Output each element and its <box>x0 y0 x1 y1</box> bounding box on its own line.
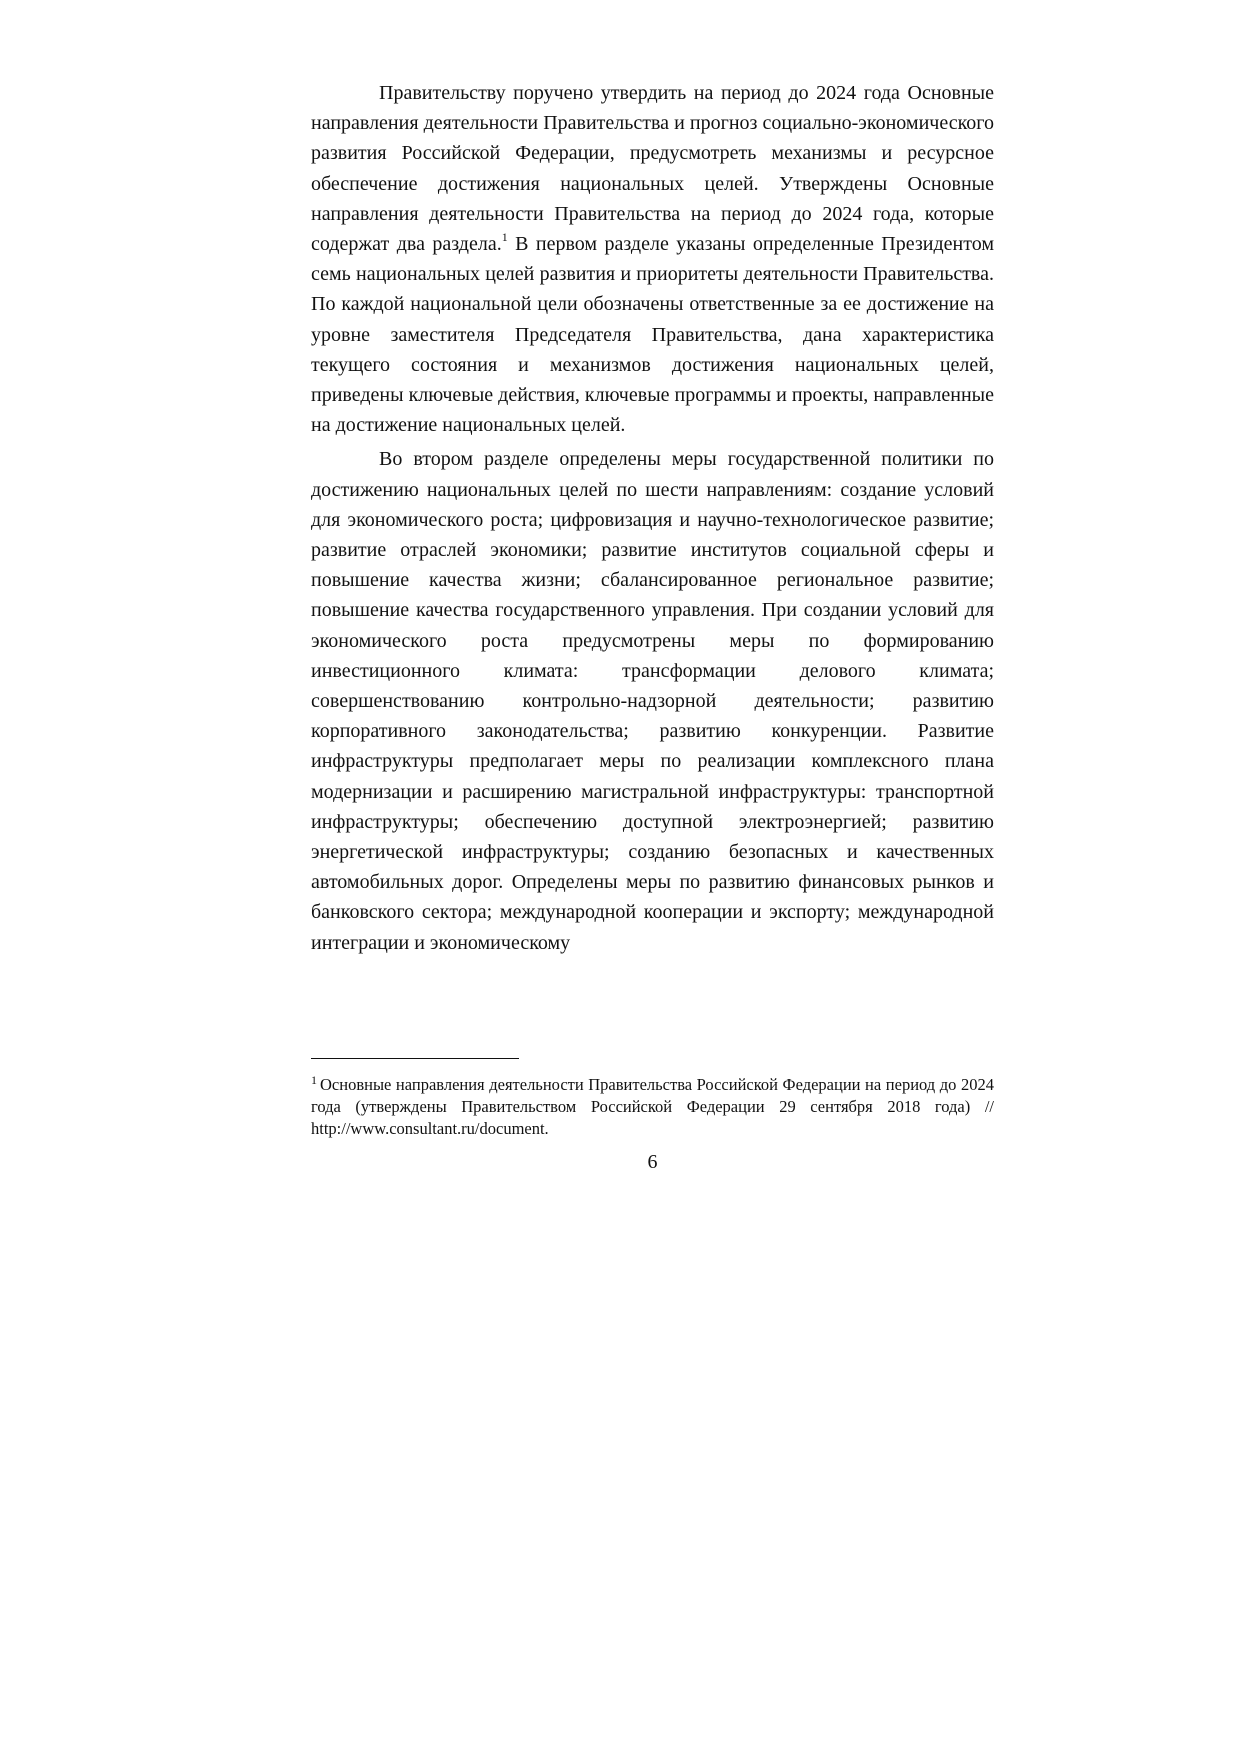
page-number: 6 <box>647 1151 658 1173</box>
main-text <box>311 78 994 958</box>
footnote-separator <box>311 1058 519 1059</box>
paragraph-2: Во втором разделе определены меры государственной политики по достижению национальных целей по шести направлениям: создание условий для экономического роста; цифровизация и научно-технологическое развитие; развитие отраслей экономики; развитие институтов социальной сферы и повышение качества жизни; сбалансированное региональное развитие; повышение качества государственного управления. При создании условий для экономического роста предусмотрены меры по формированию инвестиционного климата: трансформации делового климата; совершенствованию контрольно-надзорной деятельности; развитию корпоративного законодательства; развитию конкуренции. Развитие инфраструктуры предполагает меры по реализации комплексного плана модернизации и расширению магистральной инфраструктуры: транспортной инфраструктуры; обеспечению доступной электроэнергией; развитию энергетической инфраструктуры; созданию безопасных и качественных автомобильных дорог. Определены меры по развитию финансовых рынков и банковского сектора; международной кооперации и экспорту; международной интеграции и экономическому <box>311 448 994 954</box>
paragraph-1-continued: В первом разделе указаны определенные Президентом семь национальных целей развития и приоритеты деятельности Правительства. По каждой национальной цели обозначены ответственные за ее достижение на уровне заместителя Председателя Правительства, дана характеристика текущего состояния и механизмов достижения национальных целей, приведены ключевые действия, ключевые программы и проекты, направленные на достижение национальных целей. <box>311 233 994 437</box>
paragraph-1 <box>311 78 994 440</box>
footnote-reference: 1 <box>501 230 508 245</box>
footnote <box>311 1074 994 1140</box>
footnote-mark: 1 <box>311 1073 317 1087</box>
footnote-text: Основные направления деятельности Правительства Российской Федерации на период до 2024 года (утверждены Правительством Российской Федерации 29 сентября 2018 года) // http://www.consultant.ru/document. <box>311 1075 994 1138</box>
paragraph-1-text: Правительству поручено утвердить на период до 2024 года Основные направления деятельности Правительства и прогноз социально-экономического развития Российской Федерации, предусмотреть механизмы и ресурсное обеспечение достижения национальных целей. Утверждены Основные направления деятельности Правительства на период до 2024 года, которые содержат два раздела. <box>311 82 994 256</box>
